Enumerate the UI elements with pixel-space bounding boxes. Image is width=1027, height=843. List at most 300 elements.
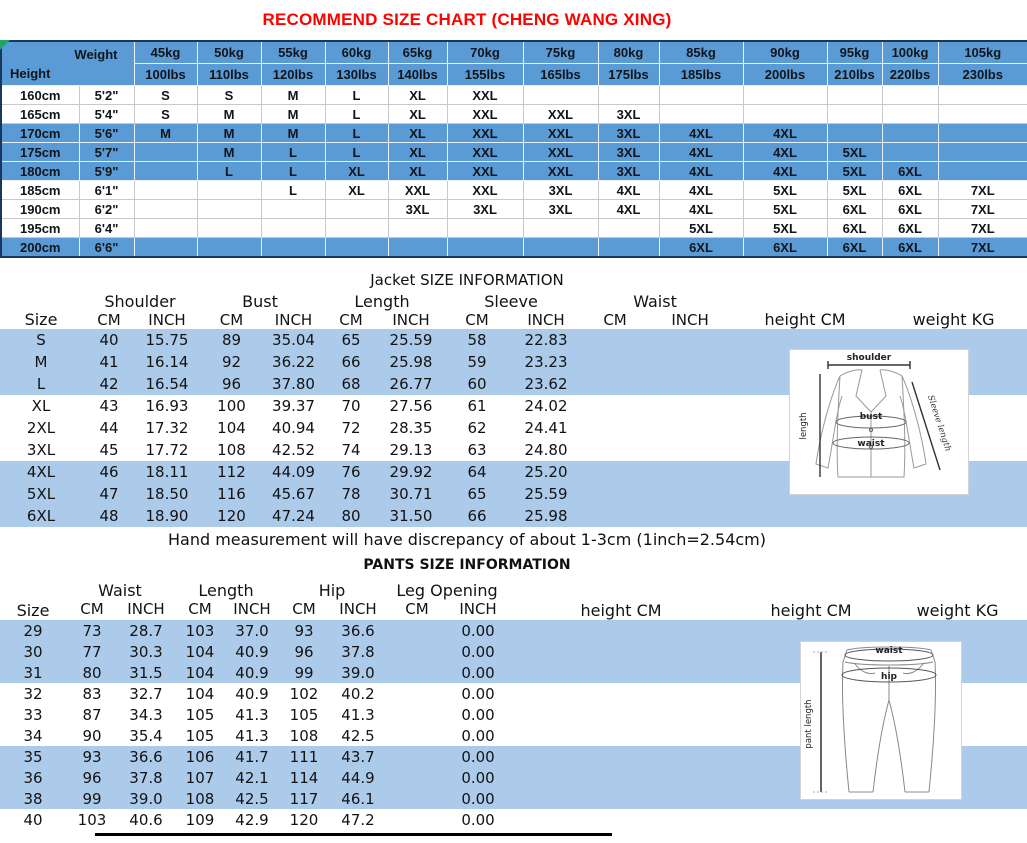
- measurement-note: Hand measurement will have discrepancy of about 1-3cm (1inch=2.54cm): [168, 530, 766, 549]
- height-ft-cell: 6'1": [79, 181, 134, 200]
- recommended-size-cell: L: [325, 105, 388, 124]
- value-cell: 104: [185, 642, 215, 661]
- value-cell: 0.00: [461, 684, 495, 703]
- value-cell: [386, 704, 448, 725]
- value-cell: 36.6: [341, 621, 375, 640]
- recommended-size-cell: [261, 219, 325, 238]
- weight-kg-header-cell: 45kg: [134, 41, 197, 64]
- value-cell: [508, 662, 734, 683]
- value-cell: 108: [217, 441, 246, 459]
- value-cell: 64: [467, 463, 487, 481]
- recommended-size-cell: [388, 219, 447, 238]
- recommended-size-cell: XXL: [447, 105, 523, 124]
- value-cell: [386, 746, 448, 767]
- value-cell: [650, 461, 730, 483]
- pants-header-row: [0, 578, 1027, 600]
- value-cell: 18.50: [145, 485, 189, 503]
- unit-header: CM: [603, 311, 627, 329]
- value-cell: 107: [185, 768, 215, 787]
- height-cm-cell: 170cm: [1, 124, 79, 143]
- shoulder-label: shoulder: [846, 353, 892, 363]
- recommended-size-cell: XL: [325, 162, 388, 181]
- value-cell: 0.00: [461, 642, 495, 661]
- value-cell: [730, 329, 880, 351]
- value-cell: 40.9: [235, 663, 269, 682]
- value-cell: 24.02: [524, 397, 568, 415]
- value-cell: [880, 505, 1027, 527]
- recommended-size-cell: 7XL: [938, 200, 1027, 219]
- recommended-size-cell: [938, 105, 1027, 124]
- value-cell: [508, 746, 734, 767]
- recommended-size-cell: M: [197, 105, 261, 124]
- recommended-size-cell: 6XL: [882, 219, 938, 238]
- pants-hip-label: hip: [881, 672, 897, 682]
- recommended-size-cell: 5XL: [827, 181, 882, 200]
- weight-kg-header-cell: 70kg: [447, 41, 523, 64]
- column-group-header: Leg Opening: [396, 581, 498, 600]
- value-cell: 0.00: [461, 789, 495, 808]
- value-cell: 116: [217, 485, 246, 503]
- matrix-row: [1, 219, 1027, 238]
- recommended-size-cell: XXL: [388, 181, 447, 200]
- weight-lbs-header-cell: 155lbs: [447, 64, 523, 86]
- matrix-row: [1, 124, 1027, 143]
- value-cell: 44: [99, 419, 119, 437]
- value-cell: 96: [221, 375, 242, 393]
- value-cell: 0.00: [461, 810, 495, 829]
- row-size-cell: 31: [23, 663, 43, 682]
- column-header: height CM: [580, 601, 662, 620]
- row-size-cell: 29: [23, 621, 43, 640]
- unit-header: CM: [292, 600, 316, 618]
- excel-corner-flag-icon: [0, 40, 10, 50]
- value-cell: 93: [294, 621, 314, 640]
- page-title: RECOMMEND SIZE CHART (CHENG WANG XING): [262, 10, 672, 29]
- matrix-corner-cell: [1, 41, 134, 86]
- recommended-size-cell: 4XL: [659, 124, 743, 143]
- recommended-size-cell: [938, 162, 1027, 181]
- recommended-size-cell: L: [261, 181, 325, 200]
- recommended-size-cell: XL: [388, 143, 447, 162]
- value-cell: 0.00: [461, 663, 495, 682]
- recommended-size-cell: M: [261, 105, 325, 124]
- recommended-size-cell: S: [134, 86, 197, 105]
- value-cell: 18.90: [145, 507, 189, 525]
- recommended-size-cell: 5XL: [743, 200, 827, 219]
- value-cell: 96: [82, 768, 102, 787]
- value-cell: 117: [289, 789, 319, 808]
- value-cell: 37.8: [129, 768, 163, 787]
- value-cell: 103: [185, 621, 215, 640]
- recommended-size-cell: 3XL: [388, 200, 447, 219]
- value-cell: 59: [467, 353, 487, 371]
- pants-section-title: PANTS SIZE INFORMATION: [363, 557, 571, 573]
- recommended-size-cell: 4XL: [659, 181, 743, 200]
- recommended-size-cell: [659, 86, 743, 105]
- column-header: weight KG: [916, 601, 999, 620]
- recommended-size-cell: [523, 86, 598, 105]
- value-cell: [386, 725, 448, 746]
- value-cell: 99: [294, 663, 314, 682]
- weight-lbs-header-cell: 200lbs: [743, 64, 827, 86]
- recommended-size-cell: XXL: [447, 143, 523, 162]
- unit-header: CM: [339, 311, 363, 329]
- value-cell: [650, 329, 730, 351]
- unit-header: CM: [219, 311, 244, 329]
- recommended-size-cell: S: [197, 86, 261, 105]
- value-cell: [650, 373, 730, 395]
- recommended-size-cell: [938, 143, 1027, 162]
- recommended-size-cell: XXL: [523, 162, 598, 181]
- recommended-size-cell: [882, 86, 938, 105]
- recommended-size-cell: L: [261, 162, 325, 181]
- recommended-size-cell: 6XL: [882, 200, 938, 219]
- recommended-size-cell: [938, 86, 1027, 105]
- value-cell: 40.9: [235, 684, 269, 703]
- row-size-cell: 33: [23, 705, 43, 724]
- recommended-size-cell: 6XL: [827, 200, 882, 219]
- jacket-outline-icon: [790, 350, 968, 494]
- height-cm-cell: 190cm: [1, 200, 79, 219]
- unit-header: INCH: [233, 600, 271, 618]
- value-cell: 99: [82, 789, 102, 808]
- value-cell: 41.3: [341, 705, 375, 724]
- recommended-size-cell: 3XL: [447, 200, 523, 219]
- value-cell: 0.00: [461, 621, 495, 640]
- row-size-cell: 32: [23, 684, 43, 703]
- value-cell: [650, 417, 730, 439]
- waist-label: waist: [857, 439, 885, 449]
- jacket-row: [0, 505, 1027, 527]
- height-cm-cell: 185cm: [1, 181, 79, 200]
- value-cell: 36.22: [272, 353, 315, 371]
- recommended-size-cell: 3XL: [598, 105, 659, 124]
- column-header: Size: [24, 310, 58, 329]
- column-group-header: Bust: [242, 292, 278, 311]
- value-cell: 47.24: [272, 507, 315, 525]
- value-cell: 106: [185, 747, 215, 766]
- recommended-size-cell: [134, 238, 197, 258]
- recommended-size-cell: L: [197, 162, 261, 181]
- value-cell: 70: [341, 397, 361, 415]
- height-cm-cell: 195cm: [1, 219, 79, 238]
- value-cell: 114: [289, 768, 319, 787]
- value-cell: 77: [82, 642, 102, 661]
- value-cell: [650, 395, 730, 417]
- recommended-size-cell: [261, 238, 325, 258]
- weight-lbs-header-cell: 120lbs: [261, 64, 325, 86]
- weight-kg-header-cell: 95kg: [827, 41, 882, 64]
- row-size-cell: 35: [23, 747, 43, 766]
- recommended-size-cell: 5XL: [827, 162, 882, 181]
- row-size-cell: 36: [23, 768, 43, 787]
- value-cell: 109: [185, 810, 215, 829]
- row-size-cell: 3XL: [26, 441, 56, 459]
- recommended-size-cell: [325, 219, 388, 238]
- value-cell: 25.59: [389, 331, 433, 349]
- value-cell: 28.35: [389, 419, 433, 437]
- column-group-header: Length: [198, 581, 254, 600]
- sleeve-length-label: Sleeve length: [925, 393, 953, 453]
- jacket-header-row: [0, 291, 1027, 311]
- recommended-size-cell: [659, 105, 743, 124]
- recommended-size-cell: XL: [388, 105, 447, 124]
- pant-length-label: pant length: [804, 699, 814, 749]
- weight-lbs-header-cell: 140lbs: [388, 64, 447, 86]
- value-cell: 108: [289, 726, 319, 745]
- value-cell: [386, 788, 448, 809]
- value-cell: 15.75: [145, 331, 189, 349]
- weight-kg-header-cell: 80kg: [598, 41, 659, 64]
- pants-row: [0, 620, 1027, 641]
- recommended-size-cell: 3XL: [523, 181, 598, 200]
- recommended-size-cell: [325, 200, 388, 219]
- value-cell: 58: [467, 331, 487, 349]
- recommended-size-cell: L: [325, 86, 388, 105]
- weight-lbs-header-cell: 175lbs: [598, 64, 659, 86]
- pants-outline-icon: [801, 642, 961, 799]
- recommended-size-cell: M: [261, 124, 325, 143]
- value-cell: 100: [217, 397, 246, 415]
- recommended-size-cell: 3XL: [598, 143, 659, 162]
- weight-lbs-header-cell: 100lbs: [134, 64, 197, 86]
- value-cell: [580, 351, 650, 373]
- value-cell: [650, 351, 730, 373]
- recommended-size-cell: XXL: [523, 105, 598, 124]
- value-cell: 23.23: [524, 353, 568, 371]
- recommended-size-cell: [388, 238, 447, 258]
- recommended-size-cell: 5XL: [659, 219, 743, 238]
- column-group-header: Waist: [98, 581, 142, 600]
- recommended-size-cell: [523, 219, 598, 238]
- recommended-size-cell: XXL: [523, 143, 598, 162]
- recommended-size-cell: L: [261, 143, 325, 162]
- weight-kg-header-cell: 55kg: [261, 41, 325, 64]
- weight-lbs-header-cell: 210lbs: [827, 64, 882, 86]
- unit-header: INCH: [459, 600, 497, 618]
- recommended-size-cell: XL: [325, 181, 388, 200]
- value-cell: [580, 329, 650, 351]
- value-cell: [580, 439, 650, 461]
- column-group-header: Waist: [633, 292, 677, 311]
- recommended-size-cell: [827, 105, 882, 124]
- row-size-cell: 30: [23, 642, 43, 661]
- row-size-cell: 5XL: [26, 485, 56, 503]
- value-cell: 35.04: [272, 331, 315, 349]
- weight-lbs-header-cell: 110lbs: [197, 64, 261, 86]
- value-cell: 45.67: [272, 485, 315, 503]
- weight-lbs-header-cell: 230lbs: [938, 64, 1027, 86]
- recommended-size-cell: [827, 124, 882, 143]
- weight-kg-header-cell: 105kg: [938, 41, 1027, 64]
- value-cell: 46.1: [341, 789, 375, 808]
- height-ft-cell: 5'9": [79, 162, 134, 181]
- value-cell: 0.00: [461, 768, 495, 787]
- value-cell: [734, 809, 888, 830]
- value-cell: 42.5: [235, 789, 269, 808]
- row-size-cell: M: [34, 353, 48, 371]
- weight-lbs-header-cell: 185lbs: [659, 64, 743, 86]
- pants-measure-diagram: [800, 641, 962, 800]
- value-cell: 43.7: [341, 747, 375, 766]
- weight-lbs-header-cell: 165lbs: [523, 64, 598, 86]
- recommended-size-cell: 3XL: [598, 124, 659, 143]
- matrix-row: [1, 105, 1027, 124]
- value-cell: 16.54: [145, 375, 189, 393]
- recommended-size-cell: [598, 238, 659, 258]
- column-header: height CM: [764, 310, 846, 329]
- matrix-lbs-row: [1, 64, 1027, 86]
- pants-waist-label: waist: [875, 646, 903, 656]
- pants-row: [0, 809, 1027, 830]
- value-cell: 35.4: [129, 726, 163, 745]
- value-cell: 45: [99, 441, 119, 459]
- value-cell: 43: [99, 397, 119, 415]
- recommended-size-cell: [743, 86, 827, 105]
- height-cm-cell: 165cm: [1, 105, 79, 124]
- value-cell: 44.9: [341, 768, 375, 787]
- recommended-size-cell: XXL: [447, 124, 523, 143]
- recommended-size-cell: [197, 219, 261, 238]
- value-cell: 29.13: [389, 441, 433, 459]
- value-cell: 37.8: [341, 642, 375, 661]
- corner-height-label: Height: [10, 66, 51, 81]
- height-cm-cell: 180cm: [1, 162, 79, 181]
- value-cell: 41.7: [235, 747, 269, 766]
- recommended-size-cell: [134, 181, 197, 200]
- value-cell: 63: [467, 441, 487, 459]
- weight-lbs-header-cell: 130lbs: [325, 64, 388, 86]
- value-cell: 25.59: [524, 485, 568, 503]
- value-cell: [386, 620, 448, 641]
- recommended-size-cell: 5XL: [743, 181, 827, 200]
- height-ft-cell: 5'6": [79, 124, 134, 143]
- recommended-size-cell: 6XL: [659, 238, 743, 258]
- value-cell: 61: [467, 397, 487, 415]
- recommended-size-cell: 4XL: [659, 200, 743, 219]
- value-cell: 42.52: [272, 441, 315, 459]
- value-cell: 105: [185, 726, 215, 745]
- value-cell: 120: [289, 810, 319, 829]
- recommended-size-cell: [743, 105, 827, 124]
- value-cell: 103: [77, 810, 107, 829]
- value-cell: 44.09: [272, 463, 315, 481]
- value-cell: 25.20: [524, 463, 568, 481]
- value-cell: [508, 725, 734, 746]
- value-cell: 25.98: [389, 353, 433, 371]
- column-header: weight KG: [912, 310, 995, 329]
- row-size-cell: L: [36, 375, 46, 393]
- value-cell: [508, 809, 734, 830]
- value-cell: 24.80: [524, 441, 568, 459]
- unit-header: CM: [80, 600, 104, 618]
- unit-header: INCH: [339, 600, 377, 618]
- recommended-size-cell: 6XL: [882, 238, 938, 258]
- value-cell: [580, 417, 650, 439]
- value-cell: 65: [467, 485, 487, 503]
- value-cell: 60: [467, 375, 487, 393]
- value-cell: 40.2: [341, 684, 375, 703]
- value-cell: 83: [82, 684, 102, 703]
- value-cell: 17.32: [145, 419, 189, 437]
- value-cell: [580, 505, 650, 527]
- value-cell: 29.92: [389, 463, 433, 481]
- recommended-size-cell: 6XL: [827, 238, 882, 258]
- recommended-size-cell: [134, 162, 197, 181]
- value-cell: [386, 683, 448, 704]
- value-cell: 37.80: [272, 375, 315, 393]
- value-cell: 28.7: [129, 621, 163, 640]
- unit-header: INCH: [274, 311, 313, 329]
- value-cell: 108: [185, 789, 215, 808]
- value-cell: 39.0: [341, 663, 375, 682]
- value-cell: 25.98: [524, 507, 568, 525]
- value-cell: 17.72: [145, 441, 189, 459]
- value-cell: 34.3: [129, 705, 163, 724]
- value-cell: [880, 329, 1027, 351]
- recommended-size-cell: 4XL: [598, 181, 659, 200]
- corner-weight-label: Weight: [74, 47, 118, 62]
- value-cell: 96: [294, 642, 314, 661]
- recommended-size-cell: [882, 124, 938, 143]
- value-cell: [386, 662, 448, 683]
- value-cell: [508, 767, 734, 788]
- recommended-size-cell: XL: [388, 162, 447, 181]
- bust-label: bust: [859, 412, 883, 422]
- value-cell: 16.14: [145, 353, 189, 371]
- matrix-row: [1, 238, 1027, 258]
- value-cell: [730, 505, 880, 527]
- recommended-size-cell: 4XL: [659, 143, 743, 162]
- value-cell: [386, 767, 448, 788]
- recommended-size-cell: S: [134, 105, 197, 124]
- recommended-size-cell: [447, 238, 523, 258]
- value-cell: 93: [82, 747, 102, 766]
- value-cell: [580, 483, 650, 505]
- recommended-size-cell: 4XL: [743, 162, 827, 181]
- recommended-size-cell: [261, 200, 325, 219]
- value-cell: [508, 704, 734, 725]
- recommended-size-cell: L: [325, 124, 388, 143]
- value-cell: [386, 809, 448, 830]
- recommended-size-cell: 6XL: [743, 238, 827, 258]
- height-ft-cell: 5'7": [79, 143, 134, 162]
- value-cell: 40.6: [129, 810, 163, 829]
- unit-header: INCH: [392, 311, 430, 329]
- row-size-cell: 6XL: [26, 507, 56, 525]
- recommended-size-cell: 7XL: [938, 238, 1027, 258]
- row-size-cell: XL: [31, 397, 51, 415]
- weight-kg-header-cell: 60kg: [325, 41, 388, 64]
- weight-kg-header-cell: 90kg: [743, 41, 827, 64]
- value-cell: 0.00: [461, 726, 495, 745]
- value-cell: 26.77: [389, 375, 433, 393]
- value-cell: 76: [341, 463, 361, 481]
- value-cell: [508, 641, 734, 662]
- height-ft-cell: 6'4": [79, 219, 134, 238]
- value-cell: 42.9: [235, 810, 269, 829]
- height-ft-cell: 6'2": [79, 200, 134, 219]
- recommended-size-cell: 5XL: [743, 219, 827, 238]
- value-cell: 89: [221, 331, 242, 349]
- matrix-row: [1, 162, 1027, 181]
- recommended-size-cell: M: [261, 86, 325, 105]
- height-ft-cell: 6'6": [79, 238, 134, 258]
- value-cell: 39.0: [129, 789, 163, 808]
- table-bottom-border: [95, 833, 612, 836]
- value-cell: 30.71: [389, 485, 433, 503]
- recommended-size-cell: XL: [388, 124, 447, 143]
